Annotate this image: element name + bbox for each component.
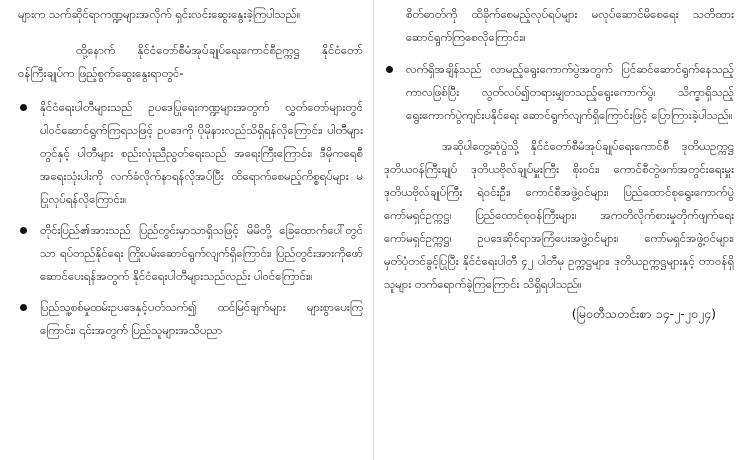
bullet-item (18, 296, 363, 342)
right-column (384, 0, 734, 325)
bullet-text: နိုင်ငံရေးပါတီများသည် ဥပဒေပြုရေးကဏ္ဍများအတွက် လွှတ်တော်များတွင် ပါဝင်ဆောင်ရွက်ကြရသဖြင့် ဥပဒေကို ပိုမိုနားလည်သိရှိရန်လိုကြောင်း၊ ပါတီများတွင်နှင့် ပါတီများ စည်းလုံးညီညွတ်ရေးသည် အရေးကြီးကြောင်း၊ ဒီမိုကရေစီ အရေးသုံးပါးကို လက်ခံလိုက်နာရန်လိုအပ်ပြီး ထိရောက်စေမည့်ကိစ္စရပ်များ မပြုလုပ်ရန်လိုကြောင်း။ (40, 100, 363, 206)
left-column (18, 0, 363, 342)
bullet-dot-icon (20, 304, 27, 311)
bullet-item (18, 219, 363, 288)
bullet-item (384, 58, 734, 127)
right-paragraph-2: အဆိုပါတွေ့ဆုံပွဲသို့ နိုင်ငံတော်စီမံအုပ်ချုပ်ရေးကောင်စီ ဒုတိယဥက္ကဋ္ဌ ဒုတိယဝန်ကြီးချုပ် ဒုတိယဗိုလ်ချုပ်မှူးကြီး စိုးဝင်း၊ ကောင်စီတွဲဖက်အတွင်းရေးမှူး ဒုတိယဗိုလ်ချုပ်ကြီး ရဲဝင်းဦး၊ ကောင်စီအဖွဲ့ဝင်များ၊ ပြည်ထောင်စုရွေးကောက်ပွဲကော်မရှင်ဥက္ကဋ္ဌ၊ ပြည်ထောင်စုဝန်ကြီးများ၊ အကတိလိုက်စားမှုတိုက်ဖျက်ရေးကော်မရှင်ဥက္ကဋ္ဌ၊ ဥပဒေဆိုင်ရာအကြံပေးအဖွဲ့ဝင်များ၊ ကော်မရှင်အဖွဲ့ဝင်များ၊ မှတ်ပုံတင်ခွင့်ပြုပြီး နိုင်ငံရေးပါတီ ၄၂ ပါတီမှ ဥက္ကဋ္ဌများ၊ ဒုတိယဥက္ကဋ္ဌများနှင့် တာဝန်ရှိသူများ တက်ရောက်ခဲ့ကြကြောင်း သိရှိရပါသည်။ (384, 139, 734, 291)
right-paragraph-1: စိတ်ဓာတ်ကို ထိခိုက်စေမည့်လုပ်ရပ်များ မလုပ်ဆောင်မိစေရေး သတိထားဆောင်ရွက်ကြစေလိုကြောင်း။ (406, 7, 734, 44)
left-paragraph-2: ထို့နောက် နိုင်ငံတော်စီမံအုပ်ချုပ်ရေးကောင်စီဥက္ကဋ္ဌ နိုင်ငံတော်ဝန်ကြီးချုပ်က ဖြည့်စွက်ဆွေးနွေးရာတွင်- (18, 43, 363, 80)
column-divider (373, 0, 374, 460)
source-citation: (မြဝတီသတင်းစာ ၁၄-၂-၂၀၂၄) (571, 306, 716, 321)
bullet-text: လက်ရှိအချိန်သည် လာမည့်ရွေးကောက်ပွဲအတွက် ပြင်ဆင်ဆောင်ရွက်နေသည့်ကာလဖြစ်ပြီး လွတ်လပ်၍တရားမျှတသည့်ရွေးကောက်ပွဲ၊ သိက္ခာရှိသည့်ရွေးကောက်ပွဲကျင်းပနိုင်ရေး ဆောင်ရွက်လျက်ရှိကြောင်းဖြင့် ပြောကြားခဲ့ပါသည်။ (406, 62, 734, 122)
bullet-text: တိုင်းပြည်၏အားသည် ပြည်တွင်းမှာသာရှိသဖြင့် မိမိတို့ ခြေထောက်ပေါ်တွင်သာ ရပ်တည်နိုင်ရေး ကြိုးပမ်းဆောင်ရွက်လျက်ရှိကြောင်း၊ ပြည်တွင်းအားကိုဖော်ဆောင်ပေးရန်အတွက် နိုင်ငံရေးပါတီများသည်လည်း ပါဝင်ကြောင်း။ (40, 223, 363, 283)
right-bullet-list (384, 58, 734, 127)
bullet-dot-icon (20, 104, 27, 111)
left-bullet-list (18, 96, 363, 342)
left-paragraph-1: များက သက်ဆိုင်ရာကဏ္ဍများအလိုက် ရှင်းလင်းဆွေးနွေးခဲ့ကြပါသည်။ (18, 7, 301, 21)
bullet-item (18, 96, 363, 211)
bullet-dot-icon (386, 66, 393, 73)
bullet-text: ပြည်သူ့စစ်မှုထမ်းဥပဒေနှင့်ပတ်သက်၍ ထင်မြင်ချက်များ များစွာပေးကြကြောင်း၊ ၎င်းအတွက် ပြည်သူများအသိပညာ (40, 300, 363, 337)
bullet-dot-icon (20, 227, 27, 234)
